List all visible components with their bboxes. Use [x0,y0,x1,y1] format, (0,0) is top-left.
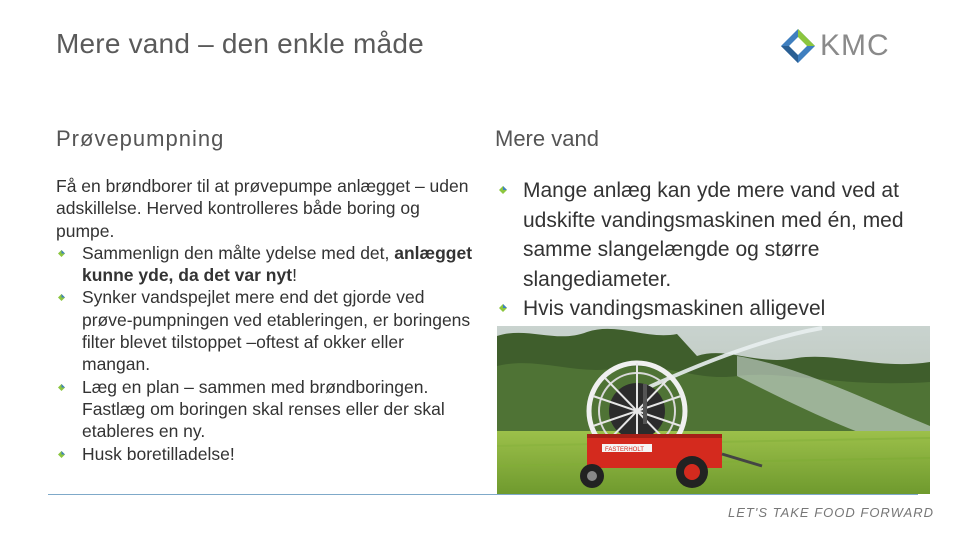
list-item [56,443,476,465]
left-column [56,175,476,465]
bullet-text: Læg en plan – sammen med brøndboringen. Fastlæg om boringen skal renses eller der skal etableres en ny. [82,376,445,442]
diamond-bullet-icon [58,451,65,458]
list-item [495,294,920,324]
footer-tagline: LET'S TAKE FOOD FORWARD [728,505,935,520]
left-heading: Prøvepumpning [56,126,225,151]
bullet-text: Sammenlign den målte ydelse med det, [82,242,395,263]
irrigation-machine-photo [497,326,930,494]
slide-title: Mere vand – den enkle måde [56,28,424,59]
kmc-logo [780,28,920,64]
kmc-diamond-icon [780,28,816,64]
bullet-text: Synker vandspejlet mere end det gjorde ved prøve-pumpningen ved etableringen, er boringens filter blevet tilstoppet –oftest af okker eller mangan. [82,287,471,375]
bullet-text: Husk boretilladelse! [82,443,235,464]
bullet-bold-text: anlægget kunne yde, da det var nyt [82,242,473,286]
bullet-text: Hvis vandingsmaskinen alligevel [523,297,826,320]
diamond-bullet-icon [499,304,507,312]
left-intro: Få en brøndborer til at prøvepumpe anlægget – uden adskillelse. Herved kontrolleres både boring og pumpe. [56,176,469,241]
diamond-bullet-icon [58,384,65,391]
machine-label: FASTERHOLT [605,447,644,453]
list-item [56,286,476,375]
list-item [56,376,476,443]
footer-divider [48,494,918,495]
list-item [495,176,920,294]
diamond-bullet-icon [58,294,65,301]
list-item [56,242,476,287]
left-bullet-list [56,242,476,465]
right-heading: Mere vand [495,126,599,151]
logo-text: KMC [820,29,890,62]
right-bullet-list [495,176,920,324]
right-column [495,176,920,324]
diamond-bullet-icon [499,186,507,194]
bullet-text-after: ! [292,265,297,286]
diamond-bullet-icon [58,250,65,257]
bullet-text: Mange anlæg kan yde mere vand ved at udskifte vandingsmaskinen med én, med samme slangelængde og større slangediameter. [523,179,904,291]
irrigation-machine-illustration [497,326,930,494]
